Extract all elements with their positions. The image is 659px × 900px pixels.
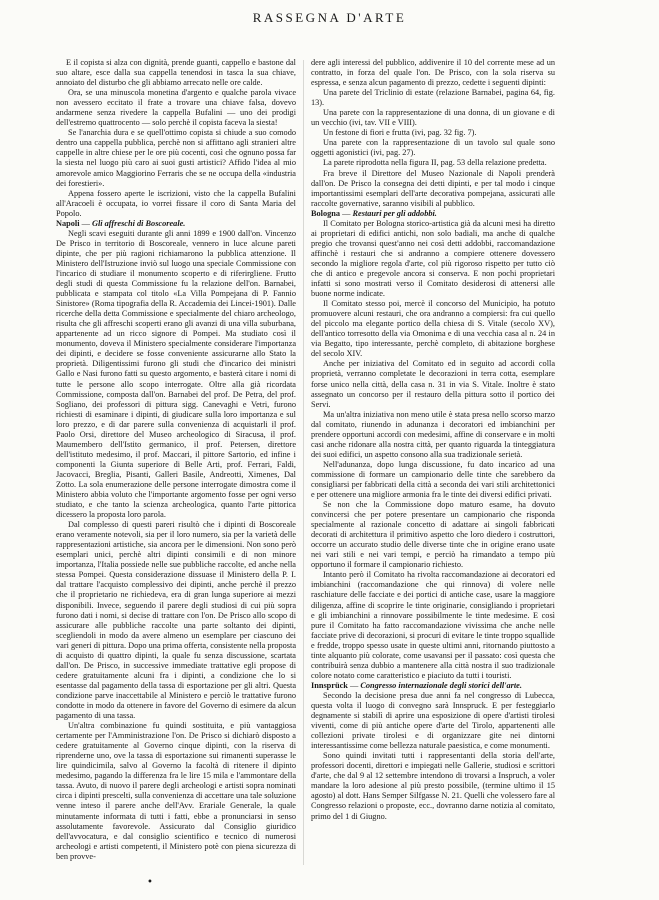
list-item: Un festone di fiori e frutta (ivi, pag. 32 fig. 7). xyxy=(323,128,477,138)
running-header: RASSEGNA D'ARTE xyxy=(252,10,407,25)
section-place: Bologna xyxy=(311,208,341,218)
paragraph: Nell'adunanza, dopo lunga discussione, fu dato incarico ad una commissione di formare un campionario delle tinte che sarebbero da consigliarsi per fabbricati della città a seconda dei vari stili architettonici e per ottenere una migliore armonia fra le tinte dei diversi edifici privati. xyxy=(311,459,555,500)
right-column xyxy=(311,58,555,868)
section-place: Napoli xyxy=(56,218,80,228)
paragraph: Ora, se una minuscola monetina d'argento e qualche parola vivace non avessero eccitato il frate a trovare una chiave falsa, dovevo andarmene senza rivedere la cappella Bufalini — uno dei prodigi dell'estremo quattrocento — solo perchè il copista faceva la siesta! xyxy=(56,88,296,128)
paragraph: Ma un'altra iniziativa non meno utile è stata presa nello scorso marzo dal comitato, riunendo in adunanza i decoratori ed imbianchini per prendere opportuni accordi con medesimi, affine di conservare e in molti casi anche ridonare alla nostra città, per quanto riguarda la tinteggiatura dei suoi edifici, un aspetto consono alla sua tradizionale serietà. xyxy=(311,409,555,459)
section-title-napoli: Napoli — Gli affreschi di Boscoreale. xyxy=(56,218,186,228)
section-title-bologna: Bologna — Restauri per gli addobbi. xyxy=(311,208,437,218)
paragraph: E il copista si alza con dignità, prende guanti, cappello e bastone dal suo altare, esce dalla sua cappella tenendosi in tasca la sua chiave, annoiato del disturbo che gli abbiamo arrecato nelle ore calde. xyxy=(56,58,296,88)
section-title-innspruck: Innsprück — Congresso internazionale degli storici dell'arte. xyxy=(311,680,522,690)
list-item: Una parete con la rappresentazione di un tavolo sul quale sono oggetti agonistici (ivi, pag. 27). xyxy=(311,138,555,158)
left-column xyxy=(56,58,296,868)
paragraph: Sono quindi invitati tutti i rappresentanti della storia dell'arte, professori docenti, direttori e impiegati nelle Gallerie, studiosi e scrittori d'arte, che dal 9 al 12 settembre intendono di trovarsi a Inspruch, a voler mandare la loro adesione al più presto possibile, (termine ultimo il 15 agosto) al dott. Hans Semper Silfgasse N. 21. Quelli che volessero fare al Congresso relazioni o proposte, ecc., dovranno darne notizia al comitato, primo del 1 di Giugno. xyxy=(311,751,555,821)
paragraph: Se non che la Commissione dopo maturo esame, ha dovuto convincersi che per potere presentare un campionario che risponda specialmente al razionale concetto di adattare ai singoli fabbricati decorati di architettura il primitivo aspetto che loro diedero i costruttori, occorre un accurato studio delle diverse tinte che in origine erano usate nei vari stili e nei vari tempi, e perciò ha rimandato a tempo più opportuno il formare il campionario richiesto. xyxy=(311,500,555,570)
printer-mark: • xyxy=(147,877,153,888)
paragraph: Secondo la decisione presa due anni fa nel congresso di Lubecca, questa volta il luogo di convegno sarà Innspruck. E per festeggiarlo degnamente si stabilì di aprire una esposizione di opere d'artisti tirolesi viventi, come di più antiche opere d'arte del Tirolo, appartenenti alle collezioni private tirolesi e di organizzare gite nei dintorni interessantissime come bellezza naturale paesistica, e come monumenti. xyxy=(311,690,555,751)
column-divider xyxy=(303,60,304,865)
list-item: Una parete con la rappresentazione di una donna, di un giovane e di un vecchio (ivi, tav. VII e VIII). xyxy=(311,108,555,128)
paragraph: Dal complesso di questi pareri risultò che i dipinti di Boscoreale erano veramente notevoli, sia per il loro numero, sia per la varietà delle rappresentazioni artistiche, sia ancora per le dimensioni. Non sono però esemplari unici, perchè altri dipinti consimili e di non minore importanza, l'Italia possiede nelle sue pubbliche raccolte, ed anche nella stessa Pompei. Questa considerazione dissuase il Ministero della P. I. dal trattare l'acquisto complessivo dei dipinti, anche perchè il prezzo che il proprietario ne richiedeva, era di gran lunga superiore ai mezzi disponibili. Invece, seguendo il parere degli studiosi di cui più sopra furono dati i nomi, si decise di trattare con l'on. De Prisco allo scopo di assicurare alle pubbliche raccolte una parte soltanto dei dipinti, scegliendoli in modo da avere almeno un esemplare per ciascuno dei vari generi di pittura. Dopo una prima offerta, consistente nella proposta di acquisto di quattro dipinti, la quale fu senza discussione, scartata dall'on. De Prisco, in successive immediate trattative egli propose di cedere gratuitamente alcuni fra i dipinti, a condizione che lo si esentasse dal pagamento della tassa di esportazione per gli altri. Questa condizione parve inaccettabile al Ministero e perciò le trattative furono condotte in modo da ottenere in favore del Governo di esimere da alcun pagamento di una tassa. xyxy=(56,520,296,721)
paragraph: Il Comitato per Bologna storico-artistica già da alcuni mesi ha diretto ai proprietari di edifici antichi, non solo badiali, ma anche di qualche pregio che trovansi quest'anno nei così detti addobbi, raccomandazione affinchè i restauri che si andranno a compiere ottenere dovessero secondo la migliore regola d'arte, col più rigoroso rispetto per tutto ciò che di antico e pregevole ancora si conserva. E non pochi proprietari infatti si sono mostrati verso il Comitato desiderosi di attenersi alle buone norme indicate. xyxy=(311,218,555,299)
paragraph: Anche per iniziativa del Comitato ed in seguito ad accordi colla proprietà, verranno completate le decorazioni in terra cotta, esemplare forse unico nella città, della casa n. 31 in via S. Vitale. Inoltre è stato assegnato un concorso per il restauro della pittura sotto il portico dei Servi. xyxy=(311,359,555,409)
paragraph: Negli scavi eseguiti durante gli anni 1899 e 1900 dall'on. Vincenzo De Prisco in territorio di Boscoreale, vennero in luce alcune pareti dipinte, che per più ragioni richiamarono la pubblica attenzione. Il Ministero dell'Istruzione inviò sul luogo una speciale Commissione con l'incarico di studiare il monumento scoperto e di riferirgliene. Frutto degli studi di questa Commissione fu la relazione dell'on. Barnabei, pubblicata e stampata col titolo «La Villa Pompejana di P. Fannio Sinistore» (Roma tipografia della R. Accademia dei Lincei-1901). Dalle ricerche della detta Commissione e specialmente del chiaro archeologo, risulta che gli affreschi scoperti erano gli avanzi di una villa suburbana, appartenente ad un ricco signore di Pompei. Ma studiato così il monumento, doveva il Ministero specialmente considerare l'importanza dei dipinti, e decidere se fosse conveniente assicurarne allo Stato la proprietà. Diligentissimi furono gli studi che d'incarico dei ministri Gallo e Nasi furono fatti su questo argomento, e basterà citare i nomi di tutte le persone allo scopo interrogate. Oltre alla già ricordata Commissione, composta dall'on. Barnabei del prof. De Petra, del prof. Sogliano, dei professori di pittura sigg. Canevaghi e Vetri, furono richiesti di esaminare i dipinti, di giudicare sulla loro importanza e sul loro prezzo, e di dar parere sulla convenienza di acquistarli il prof. Paolo Orsi, direttore del Museo archeologico di Siracusa, il prof. Maumembero dell'Istito germanico, il prof. Petersen, direttore dell'istituto medesimo, il prof. Maccari, il pittore Sartorio, ed infine i componenti la Giunta superiore di Belle Arti, prof. Ferrari, Faldi, Jacovacci, Breglia, Pisanti, Galleri Basile, Andreotti, Ximenes, Dal Zotto. La sola enumerazione delle persone interrogate dimostra come il Ministero abbia voluto che l'importante argomento fosse per ogni verso studiato, e che tanto la scienza archeologica, quanto l'arte pittorica dicessero la proposta loro parola. xyxy=(56,228,296,520)
list-item: Una parete del Triclinio di estate (relazione Barnabei, pagina 64, fig. 13). xyxy=(311,88,555,108)
list-item: La parete riprodotta nella figura II, pag. 53 della relazione predetta. xyxy=(323,158,547,168)
paragraph: Se l'anarchia dura e se quell'ottimo copista si chiude a suo comodo dentro una cappella pubblica, perchè non si affittano agli stranieri altre cappelle in altre chiese per le ore più cocenti, così che ognuno possa far la siesta nel luogo più caro ai suoi gusti artistici? Affido l'idea al mio amorevole amico Maggiorino Ferraris che se ne occupa della «industria dei forestieri». xyxy=(56,128,296,188)
paragraph: Intanto però il Comitato ha rivolta raccomandazione ai decoratori ed imbianchini (raccomandazione che qui rinnova) di volere nelle raschiature delle facciate e dei portici di antiche case, usare la maggiore diligenza, affine di scoprire le tinte originarie, consigliando i proprietari e gli imbianchini a rinnovare possibilmente le tinte medesime. E così pure il Comitato ha fatto raccomandazione vivissima che anche nelle facciate prive di decorazioni, si procuri di evitare le tinte troppo squallide e fredde, troppo spesso usate in queste ultimi anni, ritornando piuttosto a tinte alquanto più colorate, come usavansi per il passato: così questa che contribuirà senza dubbio a mantenere alla città nostra il suo tradizionale colore notato come caratteristico e piaciuto da tutti i touristi. xyxy=(311,570,555,680)
paragraph: dere agli interessi del pubblico, addivenire il 10 del corrente mese ad un contratto, in forza del quale l'on. De Prisco, con la sola riserva su espressa, e senza alcun pagamento di prezzo, cedette i seguenti dipinti: xyxy=(311,58,555,88)
paragraph: Appena fossero aperte le iscrizioni, visto che la cappella Bufalini all'Aracoeli è occupata, io vorrei fissare il coro di Santa Maria del Popolo. xyxy=(56,188,296,218)
section-subject: Restauri per gli addobbi. xyxy=(352,208,437,218)
paragraph: Fra breve il Direttore del Museo Nazionale di Napoli prenderà dall'on. De Prisco la consegna dei detti dipinti, e per tal modo i cinque importantissimi esemplari dell'arte decorativa pompejana, assicurati alle raccolte governative, saranno visibili al pubblico. xyxy=(311,168,555,208)
section-place: Innsprück xyxy=(311,680,348,690)
paragraph: Un'altra combinazione fu quindi sostituita, e più vantaggiosa certamente per l'Amministrazione l'on. De Prisco si dichiarò disposto a cedere gratuitamente al Governo cinque dipinti, con la riserva di riprenderne uno, ove la tassa di esportazione sui rimanenti superasse le lire quindicimila, salvo al Governo la facoltà di ritenere il dipinto medesimo, pagando la differenza fra le lire 15 mila e l'ammontare della tassa. Avuto, di nuovo il parere degli archeologi e artisti sopra nominati circa i dipinti prescelti, sulla convenienza di accettare una tale soluzione venne inteso il parere anche dell'Avv. Erariale Generale, la quale minutamente informata di tutti i fatti, ebbe a pronunciarsi in senso assolutamente favorevole. Assicurato dal Consiglio giuridico dell'avvocatura, e dal consiglio scientifico e tecnico di numerosi archeologi e artisti competenti, il Ministero potè con piena sicurezza di ben provve- xyxy=(56,721,296,861)
paragraph: Il Comitato stesso poi, mercè il concorso del Municipio, ha potuto promuovere alcuni restauri, che ora andranno a compiersi: fra cui quello del piccolo ma elegante portico della chiesa di S. Vitale (secolo XV), dell'antico torresotto della via Omonima e di una vecchia casa al n. 24 in via Begatto, tipo interessante, perchè completo, di abitazione borghese del secolo XIV. xyxy=(311,299,555,359)
section-subject: Congresso internazionale degli storici dell'arte. xyxy=(360,680,522,690)
section-subject: Gli affreschi di Boscoreale. xyxy=(91,218,186,228)
